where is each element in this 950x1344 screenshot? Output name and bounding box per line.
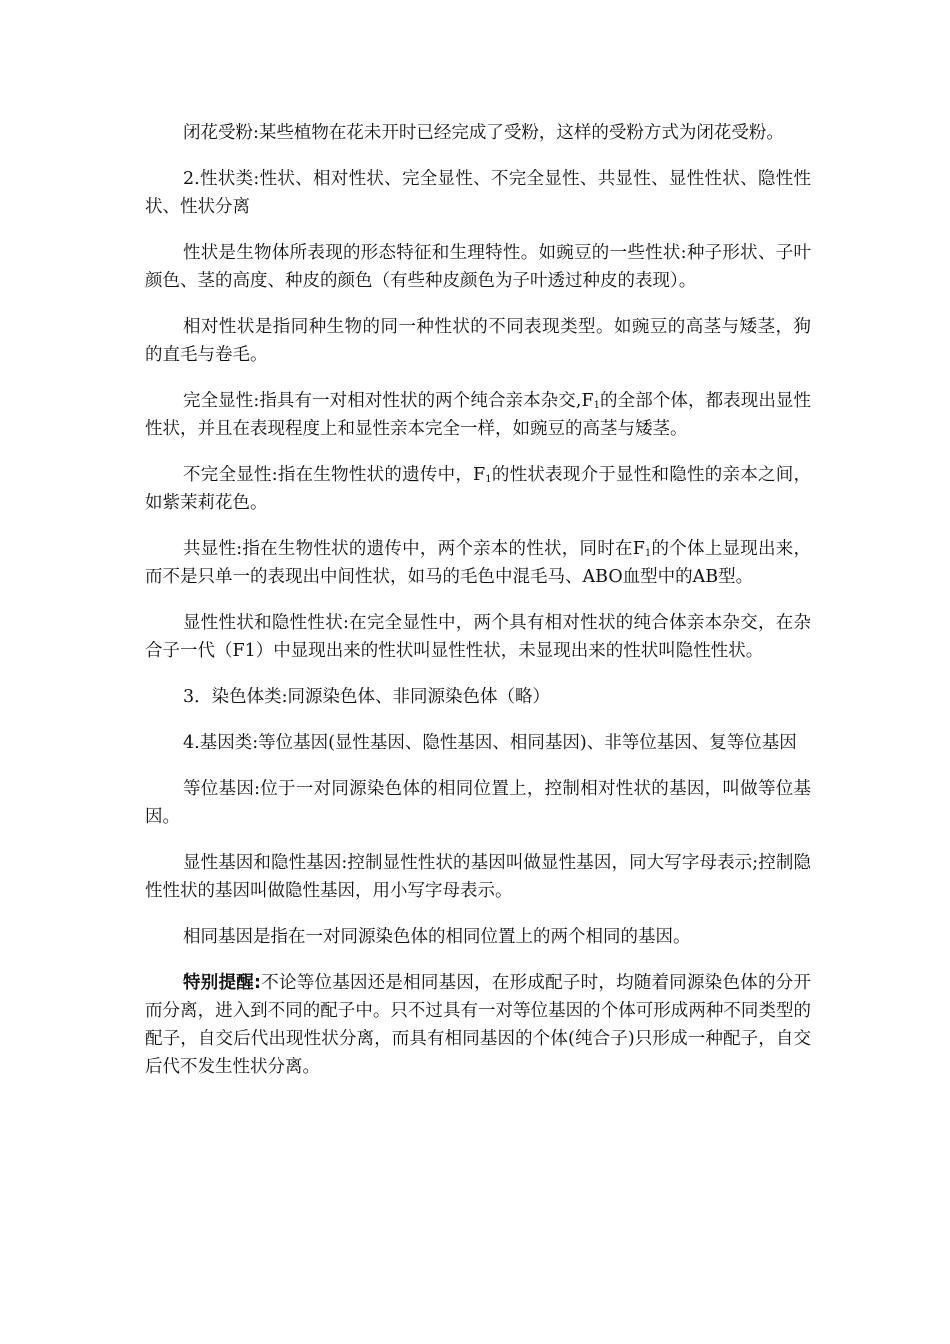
text-segment: 的全部个体，都表现出显性性状，并且在表现程度上和显性亲本完全一样，如豌豆的高茎与矮茎。 xyxy=(145,391,812,439)
paragraph-codominance xyxy=(145,535,811,591)
paragraph-complete-dominance xyxy=(145,387,811,443)
paragraph-dominant-recessive-genes: 显性基因和隐性基因:控制显性性状的基因叫做显性基因，同大写字母表示;控制隐性性状的基因叫做隐性基因，用小写字母表示。 xyxy=(145,853,811,901)
paragraph-incomplete-dominance xyxy=(145,461,811,517)
reminder-text: 不论等位基因还是相同基因，在形成配子时，均随着同源染色体的分开而分离，进入到不同的配子中。只不过具有一对等位基因的个体可形成两种不同类型的配子，自交后代出现性状分离，而具有相同基因的个体(纯合子)只形成一种配子，自交后代不发生性状分离。 xyxy=(145,973,812,1077)
paragraph-trait-definition: 性状是生物体所表现的形态特征和生理特性。如豌豆的一些性状:种子形状、子叶颜色、茎的高度、种皮的颜色（有些种皮颜色为子叶透过种皮的表现）。 xyxy=(145,243,811,291)
text-segment: 完全显性:指具有一对相对性状的两个纯合亲本杂交,F xyxy=(183,391,594,411)
paragraph-identical-genes: 相同基因是指在一对同源染色体的相同位置上的两个相同的基因。 xyxy=(183,927,691,947)
subscript: 1 xyxy=(593,400,600,411)
paragraph-special-reminder xyxy=(145,969,811,1081)
reminder-label: 特别提醒: xyxy=(183,973,261,993)
paragraph-chromosome-categories: 3．染色体类:同源染色体、非同源染色体（略） xyxy=(183,687,551,707)
text-segment: 的性状表现介于显性和隐性的亲本之间，如紫茉莉花色。 xyxy=(145,465,812,513)
subscript: 1 xyxy=(644,548,652,559)
subscript: 1 xyxy=(485,474,492,485)
text-segment: 不完全显性:指在生物性状的遗传中，F xyxy=(183,465,486,485)
paragraph-cleistogamy: 闭花受粉:某些植物在花未开时已经完成了受粉，这样的受粉方式为闭花受粉。 xyxy=(183,123,784,143)
paragraph-allele: 等位基因:位于一对同源染色体的相同位置上，控制相对性状的基因，叫做等位基因。 xyxy=(145,779,811,827)
paragraph-trait-categories: 2.性状类:性状、相对性状、完全显性、不完全显性、共显性、显性性状、隐性性状、性状分离 xyxy=(145,169,811,217)
paragraph-dominant-recessive-traits: 显性性状和隐性性状:在完全显性中，两个具有相对性状的纯合体亲本杂交，在杂合子一代（F1）中显现出来的性状叫显性性状，未显现出来的性状叫隐性性状。 xyxy=(145,613,811,661)
paragraph-relative-trait: 相对性状是指同种生物的同一种性状的不同表现类型。如豌豆的高茎与矮茎，狗的直毛与卷毛。 xyxy=(145,317,811,365)
text-segment: 的个体上显现出来，而不是只单一的表现出中间性状，如马的毛色中混毛马、ABO血型中的AB型。 xyxy=(145,539,812,587)
text-segment: 共显性:指在生物性状的遗传中，两个亲本的性状，同时在F xyxy=(183,539,645,559)
document-body xyxy=(145,119,811,1099)
paragraph-gene-categories: 4.基因类:等位基因(显性基因、隐性基因、相同基因)、非等位基因、复等位基因 xyxy=(183,733,797,753)
